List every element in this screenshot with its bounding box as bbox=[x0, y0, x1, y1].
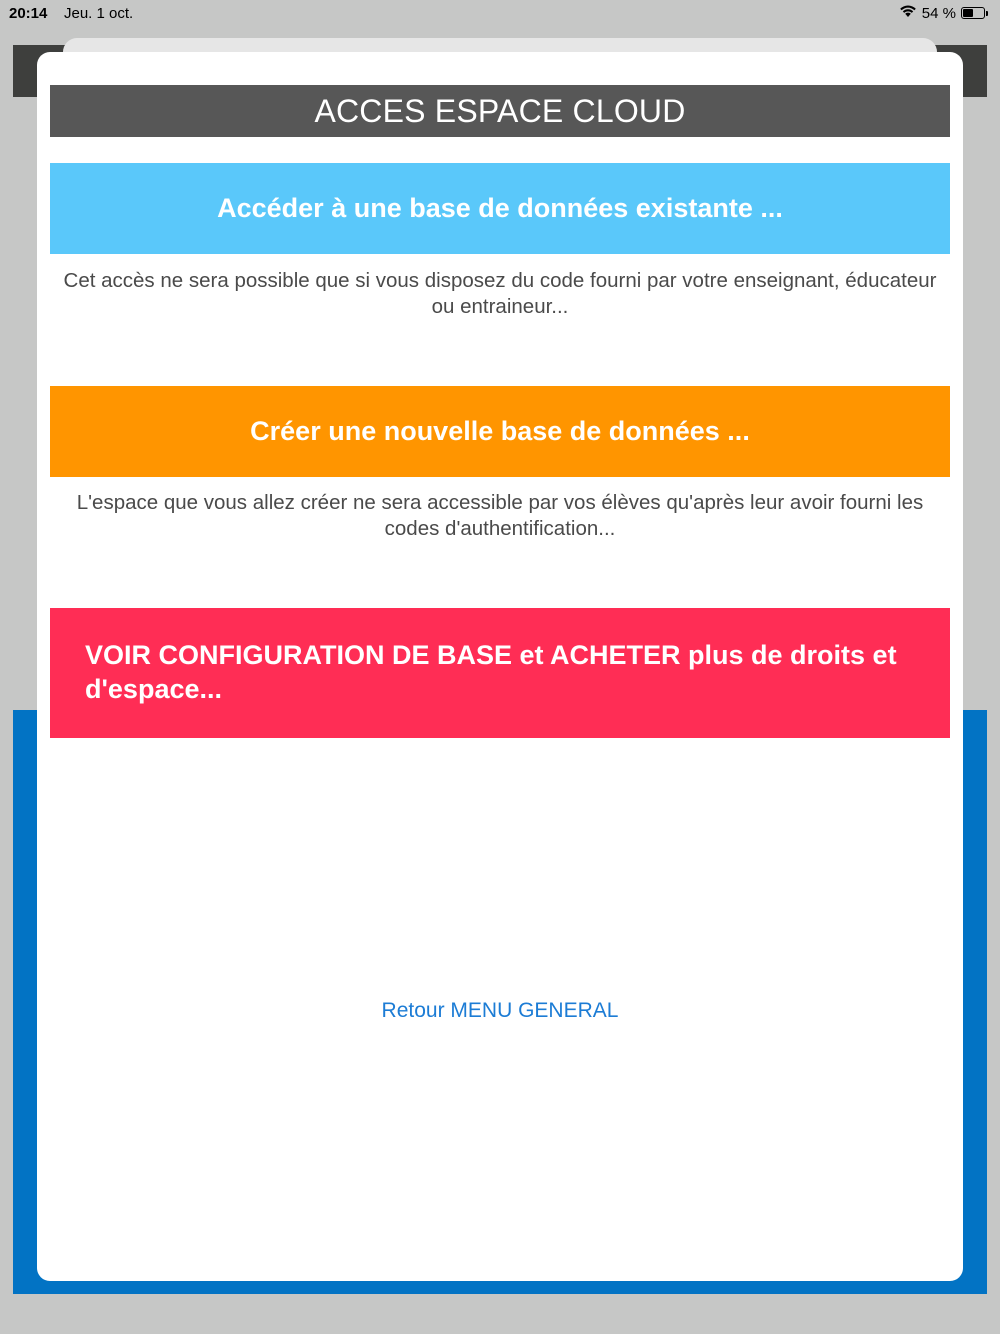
battery-tip bbox=[986, 11, 988, 16]
cloud-access-modal bbox=[37, 52, 963, 1281]
battery-icon bbox=[961, 7, 985, 19]
status-time: 20:14 bbox=[9, 5, 48, 22]
view-configuration-button[interactable]: VOIR CONFIGURATION DE BASE et ACHETER plus de droits et d'espace... bbox=[50, 608, 950, 738]
create-new-database-button[interactable]: Créer une nouvelle base de données ... bbox=[50, 386, 950, 477]
access-description: Cet accès ne sera possible que si vous disposez du code fourni par votre enseignant, éducateur ou entraineur... bbox=[63, 269, 937, 318]
modal-title: ACCES ESPACE CLOUD bbox=[50, 85, 950, 137]
status-right bbox=[899, 4, 988, 22]
status-bar bbox=[0, 0, 1000, 28]
back-to-main-menu-link[interactable]: Retour MENU GENERAL bbox=[381, 999, 619, 1022]
create-description: L'espace que vous allez créer ne sera accessible par vos élèves qu'après leur avoir fourni les codes d'authentification... bbox=[76, 491, 924, 540]
status-date: Jeu. 1 oct. bbox=[64, 5, 134, 22]
wifi-icon bbox=[899, 4, 917, 22]
battery-text: 54 % bbox=[921, 4, 956, 22]
battery-fill bbox=[963, 9, 973, 17]
access-existing-database-button[interactable]: Accéder à une base de données existante ... bbox=[50, 163, 950, 254]
